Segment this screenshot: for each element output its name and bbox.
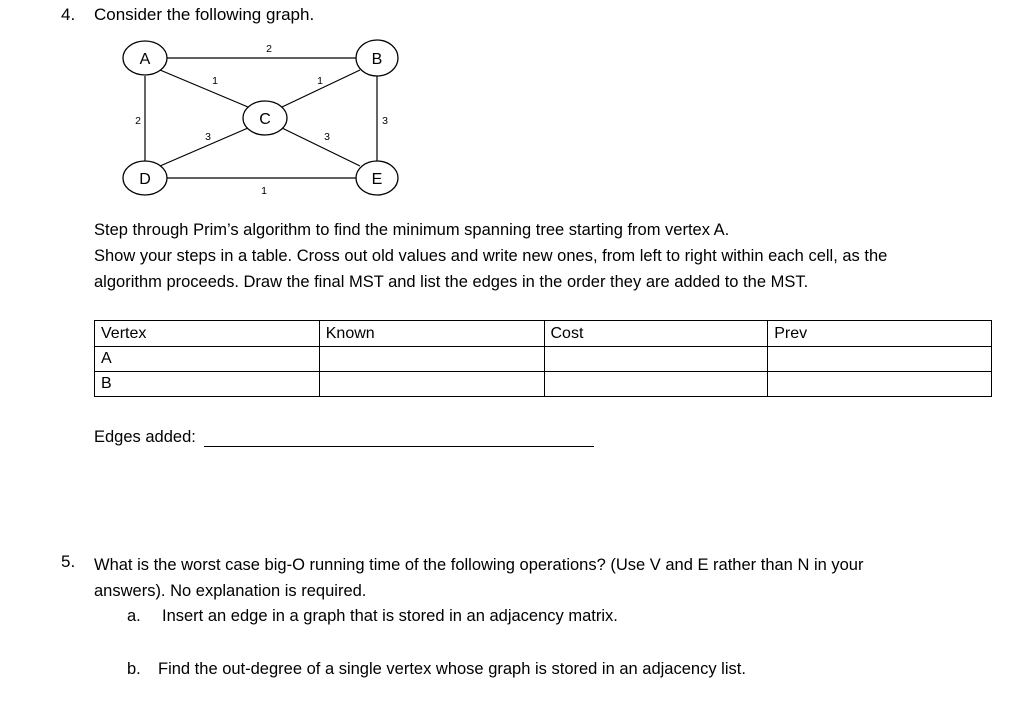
weight-a-d: 2 bbox=[135, 115, 141, 127]
prim-table bbox=[94, 320, 992, 397]
question-5-number: 5. bbox=[61, 552, 76, 571]
table-row bbox=[95, 372, 992, 397]
node-e-label: E bbox=[371, 171, 383, 188]
header-known: Known bbox=[319, 321, 544, 347]
node-a-label: A bbox=[139, 51, 151, 68]
question-5-line-2: answers). No explanation is required. bbox=[94, 582, 367, 600]
edge-d-c bbox=[160, 128, 248, 166]
question-4-number: 4. bbox=[61, 5, 76, 24]
table-header-row bbox=[95, 321, 992, 347]
cell-known[interactable] bbox=[319, 372, 544, 397]
weight-a-b: 2 bbox=[266, 43, 272, 55]
instructions-line-1: Step through Prim’s algorithm to find the minimum spanning tree starting from vertex A. bbox=[94, 221, 730, 239]
cell-vertex: B bbox=[95, 372, 320, 397]
instructions-line-2: Show your steps in a table. Cross out old values and write new ones, from left to right within each cell, as the bbox=[94, 247, 888, 265]
cell-prev[interactable] bbox=[768, 347, 992, 372]
cell-cost[interactable] bbox=[544, 347, 768, 372]
cell-cost[interactable] bbox=[544, 372, 768, 397]
weight-b-c: 1 bbox=[317, 75, 323, 87]
weight-d-e: 1 bbox=[261, 185, 267, 197]
cell-vertex: A bbox=[95, 347, 320, 372]
weight-b-e: 3 bbox=[382, 115, 388, 127]
table-row bbox=[95, 347, 992, 372]
cell-prev[interactable] bbox=[768, 372, 992, 397]
header-prev: Prev bbox=[768, 321, 992, 347]
weight-a-c: 1 bbox=[212, 75, 218, 87]
header-vertex: Vertex bbox=[95, 321, 320, 347]
header-cost: Cost bbox=[544, 321, 768, 347]
cell-known[interactable] bbox=[319, 347, 544, 372]
node-d-label: D bbox=[139, 171, 151, 188]
part-b-text: Find the out-degree of a single vertex whose graph is stored in an adjacency list. bbox=[158, 660, 746, 678]
question-5-line-1: What is the worst case big-O running time of the following operations? (Use V and E rather than N in your bbox=[94, 556, 864, 574]
graph-diagram bbox=[110, 32, 420, 207]
node-b-label: B bbox=[371, 51, 383, 68]
edge-c-e bbox=[282, 128, 360, 166]
weight-c-e: 3 bbox=[324, 131, 330, 143]
edges-added-answer-line[interactable] bbox=[204, 446, 594, 447]
instructions-line-3: algorithm proceeds. Draw the final MST and list the edges in the order they are added to the MST. bbox=[94, 273, 809, 291]
part-a-text: Insert an edge in a graph that is stored in an adjacency matrix. bbox=[162, 607, 618, 625]
edges-added-label: Edges added: bbox=[94, 428, 196, 446]
part-a-label: a. bbox=[127, 607, 141, 625]
weight-d-c: 3 bbox=[205, 131, 211, 143]
question-4-title: Consider the following graph. bbox=[94, 5, 315, 24]
edge-a-c bbox=[160, 70, 248, 107]
part-b-label: b. bbox=[127, 660, 141, 678]
node-c-label: C bbox=[259, 111, 271, 128]
